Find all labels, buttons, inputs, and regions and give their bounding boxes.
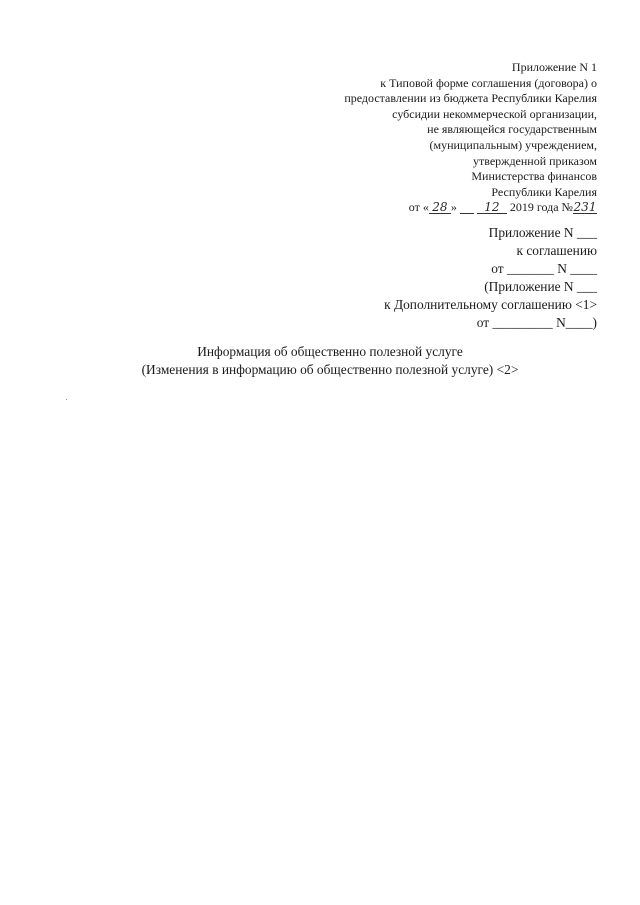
blank-separator bbox=[460, 201, 474, 214]
header-line-9: Республики Карелия bbox=[491, 184, 597, 199]
appendix-line-4: (Приложение N ___ bbox=[484, 279, 597, 294]
date-year-text: 2019 года № bbox=[509, 200, 573, 215]
handwritten-number: 231 bbox=[573, 200, 597, 215]
scan-artifact bbox=[66, 399, 67, 400]
header-line-4: субсидии некоммерческой организации, bbox=[392, 106, 597, 121]
document-title bbox=[0, 343, 640, 379]
appendix-line-5: к Дополнительному соглашению <1> bbox=[384, 297, 597, 312]
order-date-line bbox=[344, 200, 597, 216]
header-line-8: Министерства финансов bbox=[471, 169, 597, 184]
header-line-2: к Типовой форме соглашения (договора) о bbox=[380, 75, 597, 90]
handwritten-day: 28 bbox=[429, 201, 451, 214]
appendix-line-1: Приложение N ___ bbox=[488, 225, 597, 240]
appendix-line-2: к соглашению bbox=[516, 243, 597, 258]
appendix-line-3: от _______ N ____ bbox=[491, 261, 597, 276]
header-line-6: (муниципальным) учреждением, bbox=[429, 137, 597, 152]
header-line-7: утвержденной приказом bbox=[472, 153, 597, 168]
handwritten-month: 12 bbox=[477, 201, 507, 214]
title-line-2: (Изменения в информацию об общественно полезной услуге) <2> bbox=[141, 362, 519, 377]
order-reference-block bbox=[344, 60, 597, 216]
date-prefix: от « bbox=[408, 200, 429, 215]
header-line-5: не являющейся государственным bbox=[427, 122, 597, 137]
date-mid: » bbox=[450, 200, 457, 215]
header-line-1: Приложение N 1 bbox=[511, 60, 597, 74]
appendix-block bbox=[384, 224, 597, 332]
title-line-1: Информация об общественно полезной услуге bbox=[197, 344, 463, 359]
header-line-3: предоставлении из бюджета Республики Карелия bbox=[344, 91, 597, 106]
appendix-line-6: от _________ N____) bbox=[476, 315, 597, 330]
